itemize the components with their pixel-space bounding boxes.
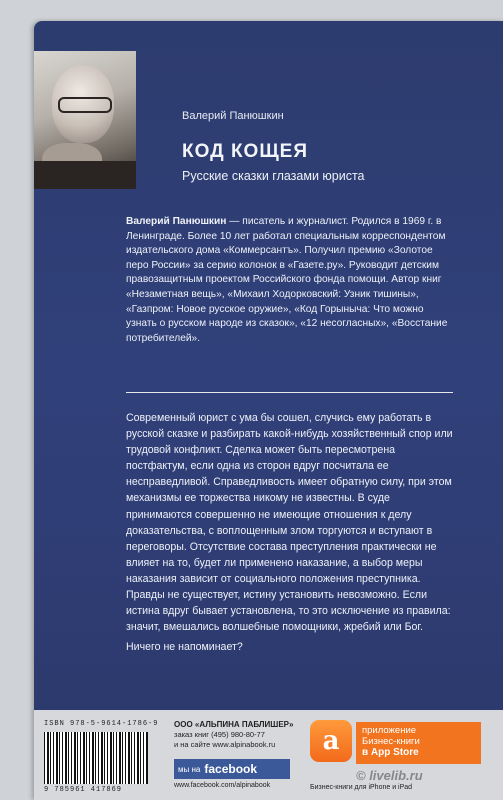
facebook-logo: facebook	[204, 762, 258, 776]
app-line2: Бизнес-книги	[362, 736, 420, 747]
publisher-info	[174, 720, 293, 750]
barcode-number: 9 785961 417869	[44, 786, 123, 794]
publisher-name: ООО «АЛЬПИНА ПАБЛИШЕР»	[174, 720, 294, 729]
facebook-badge	[174, 759, 290, 779]
order-line: заказ книг (495) 980-80-77	[174, 730, 265, 739]
cover-author: Валерий Панюшкин	[182, 110, 284, 122]
divider	[126, 392, 453, 393]
site-line: и на сайте www.alpinabook.ru	[174, 740, 276, 749]
book-back-cover	[34, 21, 503, 800]
annotation-paragraph: Современный юрист с ума бы сошел, случись ему работать в русской сказке и разбирать какой-нибудь хозяйственный спор или трудовой конфликт. Сделка может быть пересмотрена постфактум, если одна из сторон вдруг посчитала ее несправедливой. Справедливость имеет обратную силу, при этом механизмы ее торжества никому не известны. В суде принимаются совершенно не имеющие отношения к делу доказательства, с воплощенным злом торгуются и вступают в переговоры. Отсутствие состава преступления практически не влияет на то, будет ли применено наказание, а выбор меры наказания зависит от социального положения преступника. Правды не существует, истину установить невозможно. Если истина вдруг бывает установлена, то это исключение из правила: значит, вмешались волшебные помощники, жребий или Бог.	[126, 412, 453, 634]
barcode-image	[44, 732, 148, 784]
annotation	[126, 410, 456, 655]
app-footer: Бизнес-книги для iPhone и iPad	[310, 784, 413, 791]
app-icon	[310, 720, 352, 762]
app-store-badge	[356, 722, 481, 764]
watermark: © livelib.ru	[356, 768, 423, 783]
author-photo	[34, 51, 136, 189]
bio-text: — писатель и журналист. Родился в 1969 г. в Ленинграде. Более 10 лет работал специальным корреспондентом издательского дома «Коммерсантъ». Получил премию «Золотое перо России» за серию колонок в «Газете.ру». Руководит детским правозащитным проектом Российского фонда помощи. Автор книг «Незаметная вещь», «Михаил Ходорковский: Узник тишины», «Газпром: Новое русское оружие», «Код Горыныча: Что можно узнать о русском народе из сказок», «12 несогласных», «Восстание потребителей».	[126, 216, 448, 344]
isbn: ISBN 978-5-9614-1786-9	[44, 720, 159, 728]
author-photo-glasses	[58, 97, 112, 113]
facebook-prefix: мы на	[178, 764, 201, 774]
author-bio	[126, 215, 451, 346]
book-title: КОД КОЩЕЯ	[182, 141, 309, 162]
back-bottom-strip	[34, 710, 503, 800]
app-line1: приложение	[362, 725, 417, 736]
annotation-question: Ничего не напоминает?	[126, 641, 243, 654]
app-line3: в App Store	[362, 747, 419, 758]
app-icon-letter: a	[322, 726, 340, 756]
author-photo-shirt	[34, 161, 136, 189]
bio-author-name: Валерий Панюшкин	[126, 216, 227, 227]
facebook-url: www.facebook.com/alpinabook	[174, 782, 271, 789]
book-subtitle: Русские сказки глазами юриста	[182, 169, 365, 183]
